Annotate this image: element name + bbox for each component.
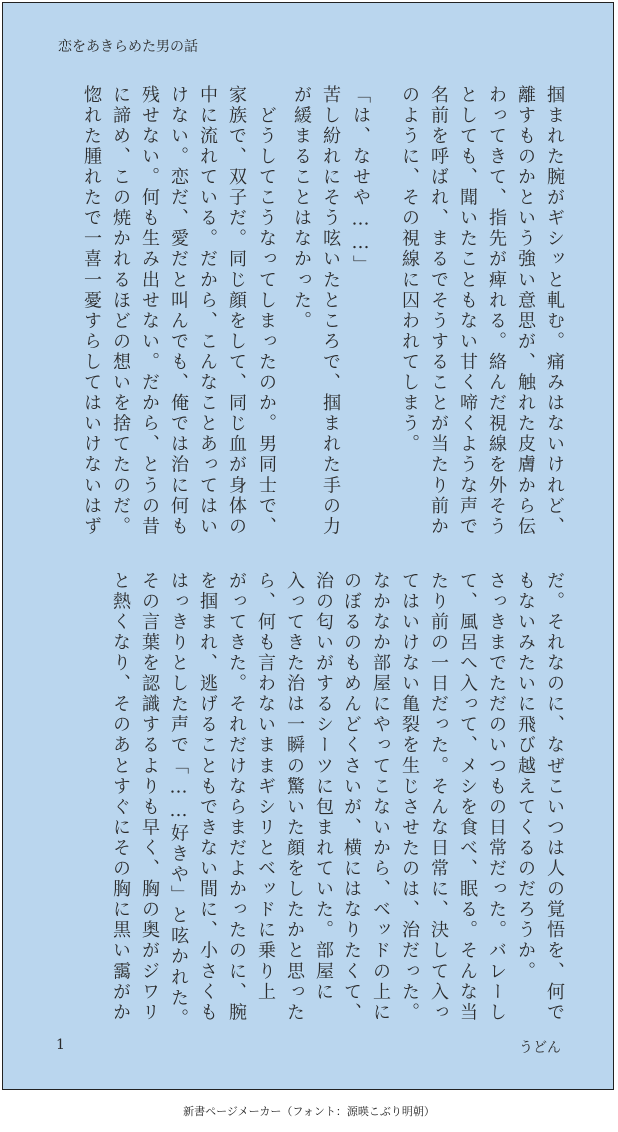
author-name: うどん [519, 1040, 561, 1056]
text-line: 掴まれた腕がギシッと軋む。痛みはないけれど、 [544, 85, 565, 538]
text-line: と熱くなり、そのあとすぐにその胸に黒い靄がか [110, 571, 131, 1024]
text-line: その言葉を認識するよりも早く、胸の奥がジワリ [139, 571, 160, 1024]
dialogue-line: 「は、なせや……」 [350, 85, 371, 276]
text-line: 名前を呼ばれ、まるでそうすることが当たり前か [428, 85, 449, 538]
text-line: に諦め、この焼かれるほどの想いを捨てたのだ。 [110, 85, 131, 538]
text-line: としても、聞いたこともない甘く啼くような声で [457, 85, 478, 538]
text-line: どうしてこうなってしまったのか。男同士で、 [256, 85, 277, 538]
running-title: 恋をあきらめた男の話 [58, 39, 198, 55]
text-line: けない。恋だ、愛だと叫んでも、俺では治に何も [168, 85, 189, 538]
text-line: 離すものかという強い意思が、触れた皮膚から伝 [515, 85, 536, 538]
page-number: 1 [56, 1037, 65, 1053]
text-line: 治の匂いがするシーツに包まれていた。部屋に [313, 571, 334, 1003]
text-line: さっきまでただのいつもの日常だった。バレーし [486, 571, 507, 1024]
text-line: だ。それなのに、なぜこいつは人の覚悟を、何で [544, 571, 565, 1024]
text-line: 中に流れている。だから、こんなことあってはい [197, 85, 218, 538]
text-line: ら、何も言わないままギシリとベッドに乗り上 [255, 571, 276, 1003]
text-line: 惚れた腫れたで一喜一憂すらしてはいけないはず [81, 85, 102, 538]
text-line: て、風呂へ入って、メシを食べ、眠る。そんな当 [457, 571, 478, 1024]
novel-page [2, 2, 614, 1090]
text-line: 苦し紛れにそう呟いたところで、掴まれた手の力 [320, 85, 341, 538]
text-line: がってきた。それだけならまだよかったのに、腕 [226, 571, 247, 1024]
text-line: を掴まれ、逃げることもできない間に、小さくも [197, 571, 218, 1024]
text-line: 入ってきた治は一瞬の驚いた顔をしたかと思った [284, 571, 305, 1024]
text-line: のように、その視線に囚われてしまう。 [399, 85, 420, 455]
text-line: なかなか部屋にやってこないから、ベッドの上に [370, 571, 391, 1024]
text-line: 残せない。何も生み出せない。だから、とうの昔 [139, 85, 160, 538]
text-line: もないみたいに飛び越えてくるのだろうか。 [515, 571, 536, 982]
text-line: わってきて、指先が痺れる。絡んだ視線を外そう [486, 85, 507, 538]
text-line: はっきりとした声で「……好きや」と呟かれた。 [168, 571, 189, 1030]
text-line: てはいけない亀裂を生じさせたのは、治だった。 [399, 571, 420, 1024]
text-line: のぼるのもめんどくさいが、横にはなりたくて、 [341, 571, 362, 1024]
text-line: 家族で、双子だ。同じ顔をして、同じ血が身体の [226, 85, 247, 538]
text-line: が緩まることはなかった。 [291, 85, 312, 332]
generator-credit: 新書ページメーカー（フォント：源暎こぶり明朝） [183, 1105, 435, 1118]
text-line: たり前の一日だった。そんな日常に、決して入っ [428, 571, 449, 1024]
